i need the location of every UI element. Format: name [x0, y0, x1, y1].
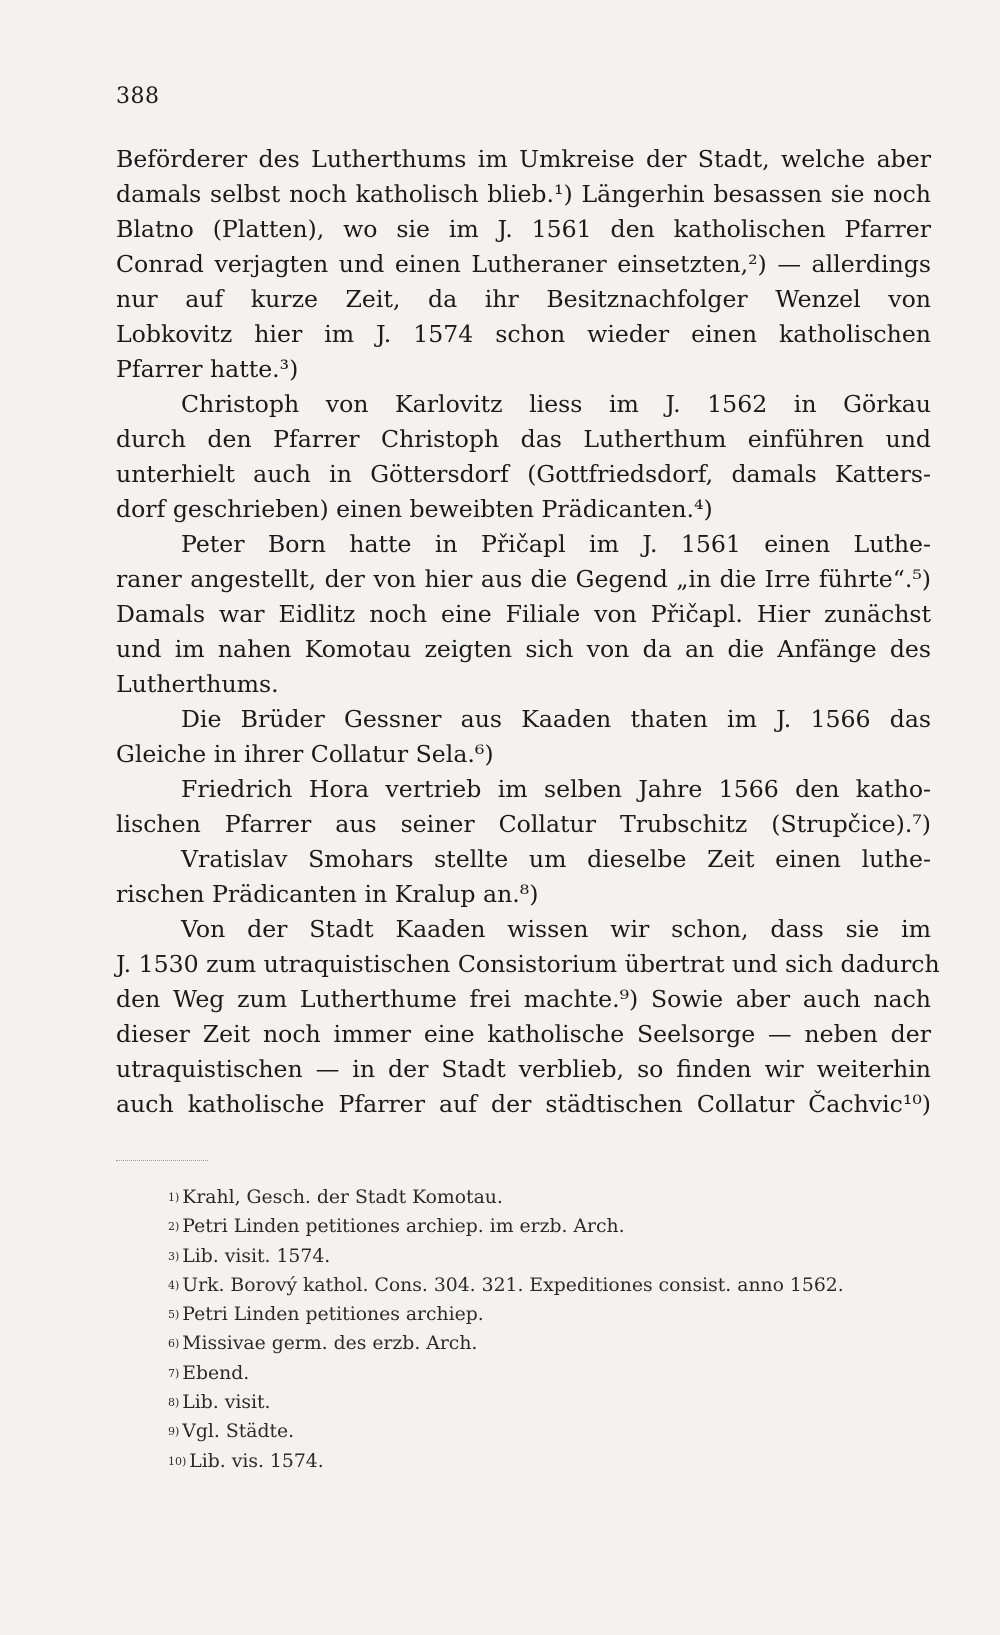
- footnote-mark: 4): [168, 1278, 180, 1292]
- text-line: Die Brüder Gessner aus Kaaden thaten im J. 1566 das: [181, 705, 931, 733]
- text-line: nur auf kurze Zeit, da ihr Besitznachfolger Wenzel von: [116, 285, 931, 313]
- footnote: [168, 1212, 938, 1241]
- text-line: raner angestellt, der von hier aus die Gegend „in die Irre führte“.⁵): [116, 565, 931, 593]
- text-line: Peter Born hatte in Přičapl im J. 1561 einen Luthe-: [181, 530, 931, 558]
- footnote: [168, 1329, 938, 1358]
- text-line: Pfarrer hatte.³): [116, 355, 299, 383]
- text-line: Gleiche in ihrer Collatur Sela.⁶): [116, 740, 494, 768]
- footnote-divider: [116, 1160, 208, 1161]
- footnote: [168, 1300, 938, 1329]
- footnote-text: Lib. visit.: [182, 1392, 271, 1414]
- text-line: durch den Pfarrer Christoph das Lutherthum einführen und: [116, 425, 931, 453]
- text-line: unterhielt auch in Göttersdorf (Gottfriedsdorf, damals Katters-: [116, 460, 931, 488]
- text-line: lischen Pfarrer aus seiner Collatur Trubschitz (Strupčice).⁷): [116, 810, 931, 838]
- text-line: Blatno (Platten), wo sie im J. 1561 den katholischen Pfarrer: [116, 215, 931, 243]
- footnote-mark: 10): [168, 1454, 187, 1468]
- footnote-text: Petri Linden petitiones archiep.: [182, 1304, 484, 1326]
- text-line: Beförderer des Lutherthums im Umkreise der Stadt, welche aber: [116, 145, 931, 173]
- footnote-mark: 6): [168, 1337, 180, 1351]
- text-line: und im nahen Komotau zeigten sich von da an die Anfänge des: [116, 635, 931, 663]
- footnote: [168, 1271, 938, 1300]
- text-line: Christoph von Karlovitz liess im J. 1562 in Görkau: [181, 390, 931, 418]
- text-line: rischen Prädicanten in Kralup an.⁸): [116, 880, 539, 908]
- text-line: Conrad verjagten und einen Lutheraner einsetzten,²) — allerdings: [116, 250, 931, 278]
- footnote-text: Missivae germ. des erzb. Arch.: [182, 1333, 478, 1355]
- text-line: den Weg zum Lutherthume frei machte.⁹) Sowie aber auch nach: [116, 985, 931, 1013]
- footnote-mark: 9): [168, 1425, 180, 1439]
- footnote: [168, 1388, 938, 1417]
- text-line: Vratislav Smohars stellte um dieselbe Zeit einen luthe-: [181, 845, 931, 873]
- text-line: Lobkovitz hier im J. 1574 schon wieder einen katholischen: [116, 320, 931, 348]
- footnote-text: Krahl, Gesch. der Stadt Komotau.: [182, 1187, 503, 1208]
- footnote: [168, 1417, 938, 1446]
- text-line: Damals war Eidlitz noch eine Filiale von Přičapl. Hier zunächst: [116, 600, 931, 628]
- text-line: utraquistischen — in der Stadt verblieb, so finden wir weiterhin: [116, 1055, 931, 1083]
- footnote-mark: 3): [168, 1249, 180, 1263]
- footnote: [168, 1183, 938, 1212]
- text-line: Lutherthums.: [116, 670, 279, 698]
- footnote-mark: 7): [168, 1366, 180, 1380]
- footnote-mark: 2): [168, 1220, 180, 1234]
- footnotes: [168, 1183, 938, 1476]
- text-line: J. 1530 zum utraquistischen Consistorium übertrat und sich dadurch: [116, 950, 940, 978]
- body-text: [116, 142, 940, 1122]
- footnote: [168, 1242, 938, 1271]
- footnote: [168, 1359, 938, 1388]
- page-number: 388: [116, 84, 160, 109]
- text-line: dorf geschrieben) einen beweibten Prädicanten.⁴): [116, 495, 713, 523]
- footnote-mark: 8): [168, 1396, 180, 1410]
- footnote-text: Urk. Borový kathol. Cons. 304. 321. Expeditiones consist. anno 1562.: [182, 1274, 844, 1296]
- footnote-text: Ebend.: [182, 1362, 250, 1384]
- footnote-text: Lib. visit. 1574.: [182, 1245, 331, 1267]
- footnote-mark: 1): [168, 1191, 180, 1204]
- footnote: [168, 1447, 938, 1476]
- text-line: Friedrich Hora vertrieb im selben Jahre 1566 den katho-: [181, 775, 931, 803]
- footnote-text: Petri Linden petitiones archiep. im erzb. Arch.: [182, 1216, 625, 1238]
- footnote-text: Lib. vis. 1574.: [189, 1450, 324, 1472]
- text-line: dieser Zeit noch immer eine katholische Seelsorge — neben der: [116, 1020, 931, 1048]
- text-line: auch katholische Pfarrer auf der städtischen Collatur Čachvic¹⁰): [116, 1090, 931, 1118]
- text-line: Von der Stadt Kaaden wissen wir schon, dass sie im: [181, 915, 931, 943]
- footnote-text: Vgl. Städte.: [182, 1421, 295, 1443]
- text-line: damals selbst noch katholisch blieb.¹) Längerhin besassen sie noch: [116, 180, 931, 208]
- footnote-mark: 5): [168, 1308, 180, 1322]
